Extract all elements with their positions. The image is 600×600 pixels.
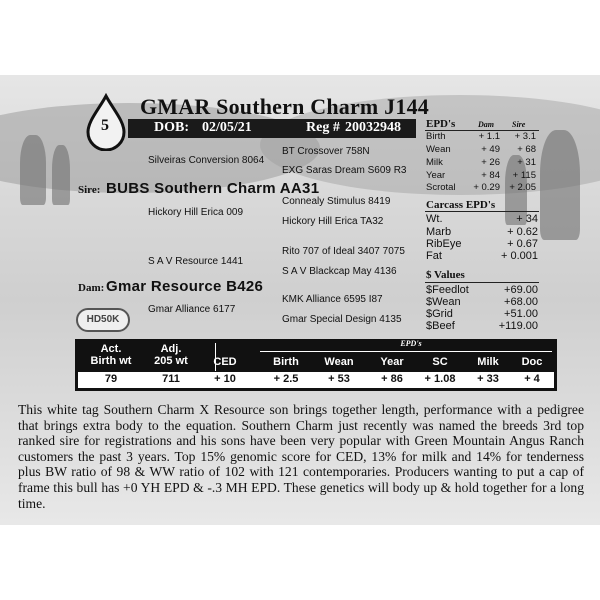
epd-row-dam: + 26 [481, 157, 500, 168]
values-row-name: $Beef [426, 320, 455, 332]
dob-label: DOB: [154, 120, 189, 135]
pedigree-dam-sire-dam: S A V Blackcap May 4136 [282, 266, 397, 277]
carcass-row-name: Wt. [426, 213, 443, 225]
epd-row-sire: + 68 [517, 144, 536, 155]
dam-name: Gmar Resource B426 [106, 278, 264, 295]
table-header: SC [432, 356, 448, 368]
epd-summary-table [75, 339, 557, 391]
table-value: + 2.5 [273, 373, 299, 385]
divider [260, 351, 552, 352]
sire-label: Sire: [78, 184, 101, 196]
table-header: Year [380, 356, 404, 368]
epd-col-dam: Dam [478, 120, 494, 129]
pedigree-dam-dam: Gmar Alliance 6177 [148, 304, 236, 315]
epd-row-dam: + 1.1 [478, 131, 500, 142]
background-tree [20, 135, 46, 205]
pedigree-dam-dam-dam: Gmar Special Design 4135 [282, 314, 402, 325]
values-row-value: +68.00 [504, 296, 538, 308]
pedigree-sire-dam-dam: Hickory Hill Erica TA32 [282, 216, 384, 227]
epd-row-sire: + 115 [512, 170, 536, 181]
epd-row-name: Birth [426, 131, 446, 142]
table-header: Birth [273, 356, 299, 368]
table-value: + 1.08 [424, 373, 456, 385]
pedigree-sire-sire-sire: BT Crossover 758N [282, 146, 370, 157]
carcass-row-value: + 0.67 [507, 238, 538, 250]
epd-row-sire: + 3.1 [514, 131, 536, 142]
divider [425, 282, 539, 283]
table-epd-header: EPD's [400, 339, 422, 348]
carcass-row-name: Marb [426, 226, 452, 238]
epd-row-name: Wean [426, 144, 451, 155]
epd-row-dam: + 84 [481, 170, 500, 181]
pedigree-sire-dam: Hickory Hill Erica 009 [148, 207, 244, 218]
carcass-row-value: + 34 [516, 213, 538, 225]
epd-col-sire: Sire [512, 120, 526, 129]
dob-value: 02/05/21 [202, 120, 252, 135]
values-row-name: $Feedlot [426, 284, 469, 296]
values-row-value: +119.00 [498, 320, 538, 332]
epd-row-name: Milk [426, 157, 443, 168]
table-header: Doc [521, 356, 543, 368]
table-value: 711 [162, 373, 180, 385]
pedigree-dam-sire-sire: Rito 707 of Ideal 3407 7075 [282, 246, 405, 257]
epd-panel-title: EPD's [426, 118, 456, 130]
table-header: Milk [477, 356, 499, 368]
pedigree-sire-dam-sire: Connealy Stimulus 8419 [282, 196, 391, 207]
table-header: CED [213, 356, 237, 368]
epd-row-dam: + 49 [481, 144, 500, 155]
carcass-row-name: Fat [426, 250, 442, 262]
pedigree-dam-dam-sire: KMK Alliance 6595 I87 [282, 294, 383, 305]
animal-name: GMAR Southern Charm J144 [140, 94, 429, 119]
background-tree [540, 130, 580, 240]
hd50k-logo: HD50K [76, 308, 130, 332]
table-value: + 10 [214, 373, 236, 385]
dob-reg-bar [128, 119, 416, 138]
reg-value: 20032948 [345, 120, 401, 135]
table-value: + 4 [524, 373, 540, 385]
sire-name: BUBS Southern Charm AA31 [106, 180, 320, 197]
values-row-value: +51.00 [504, 308, 538, 320]
carcass-title: Carcass EPD's [426, 199, 496, 211]
pedigree-sire-sire: Silveiras Conversion 8064 [148, 155, 265, 166]
background-tree [52, 145, 70, 205]
table-header: Wean [324, 356, 354, 368]
carcass-row-value: + 0.62 [507, 226, 538, 238]
pedigree-sire-sire-dam: EXG Saras Dream S609 R3 [282, 165, 407, 176]
carcass-row-name: RibEye [426, 238, 462, 250]
lot-description: This white tag Southern Charm X Resource son brings together length, performance with a pedigree that brings extra body to the equation. Southern Charm just recently was named the breeds 3rd top ranked sire for registrations and his sons have been very popular with Green Mountain Angus Ranch customers the past 3 years. Top 15% genomic score for CED, 13% for milk and 14% for tenderness plus BW ratio of 98 & WW ratio of 102 with 121 contemporaries. Producers wanting to put a cap of frame this bull has +0 YH EPD & -.3 MH EPD. These genetics will body up & hold together for a long time. [18, 402, 584, 511]
values-row-name: $Grid [426, 308, 453, 320]
table-header: Act. Birth wt [90, 343, 132, 367]
lot-number: 5 [101, 117, 109, 134]
values-row-value: +69.00 [504, 284, 538, 296]
epd-row-dam: + 0.29 [473, 182, 500, 193]
table-value: + 53 [328, 373, 350, 385]
table-header: Adj. 205 wt [154, 343, 188, 367]
epd-row-sire: + 2.05 [509, 182, 536, 193]
pedigree-dam-sire: S A V Resource 1441 [148, 256, 244, 267]
table-value: + 33 [477, 373, 499, 385]
values-row-name: $Wean [426, 296, 461, 308]
table-value: 79 [104, 373, 118, 385]
epd-row-sire: + 31 [517, 157, 536, 168]
carcass-row-value: + 0.001 [500, 250, 538, 262]
dam-label: Dam: [78, 282, 105, 294]
divider [425, 211, 539, 212]
epd-row-name: Year [426, 170, 446, 181]
values-title: $ Values [426, 269, 465, 281]
table-value: + 86 [381, 373, 403, 385]
reg-label: Reg # [306, 120, 340, 135]
epd-row-name: Scrotal [426, 182, 456, 193]
